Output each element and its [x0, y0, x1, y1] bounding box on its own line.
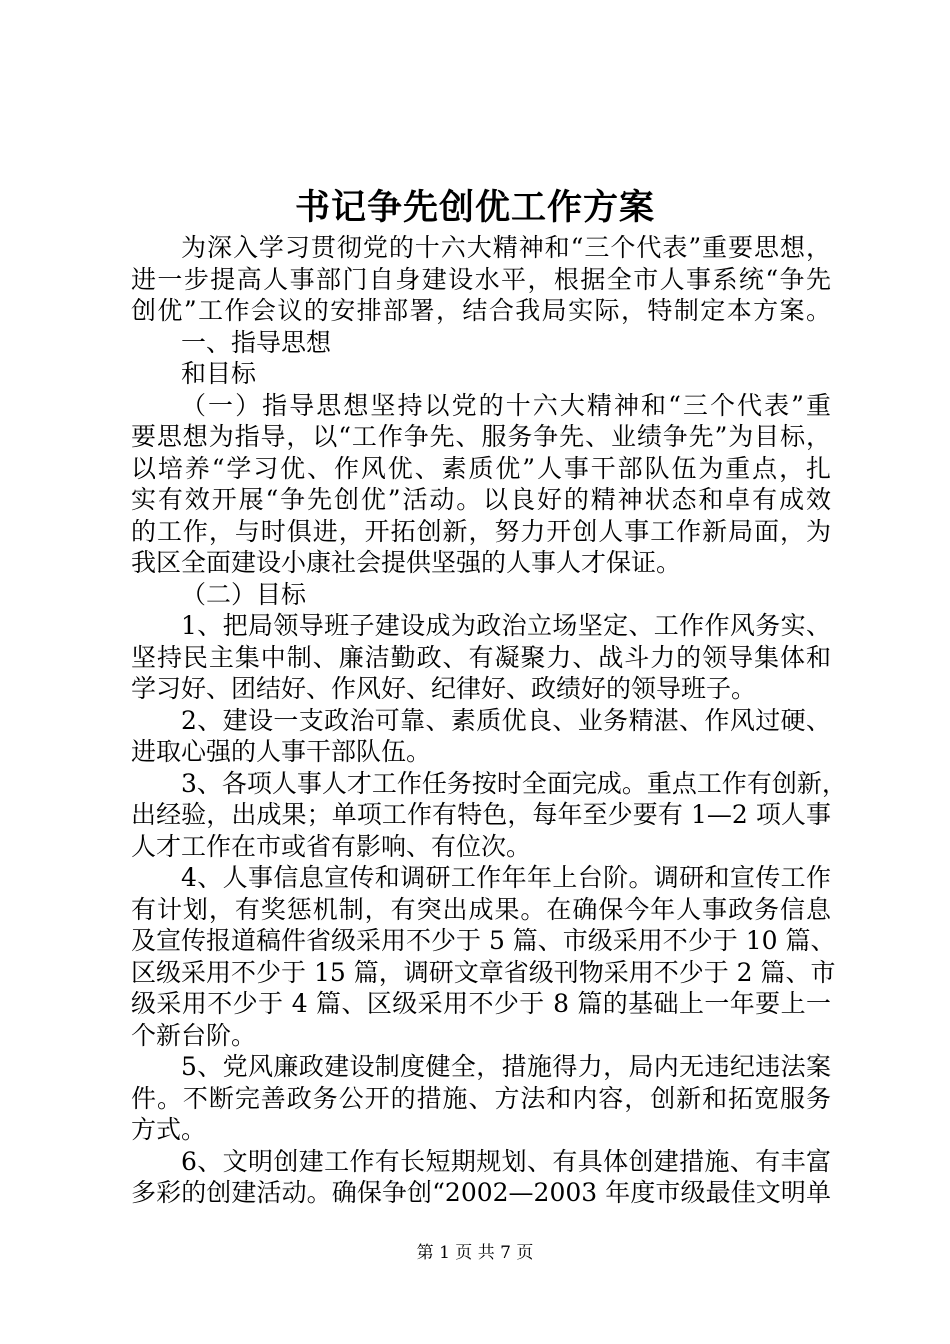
- text-line: 实有效开展“争先创优”活动。以良好的精神状态和卓有成效: [131, 485, 831, 514]
- text-line: 及宣传报道稿件省级采用不少于 5 篇、市级采用不少于 10 篇、: [131, 926, 836, 955]
- text-line: 进取心强的人事干部队伍。: [131, 737, 432, 766]
- text-line: 坚持民主集中制、廉洁勤政、有凝聚力、战斗力的领导集体和: [131, 642, 831, 672]
- text-line: 3、各项人事人才工作任务按时全面完成。重点工作有创新，: [181, 768, 847, 798]
- page-number-footer: 第 1 页 共 7 页: [416, 1243, 534, 1263]
- text-line: （一）指导思想坚持以党的十六大精神和“三个代表”重: [181, 390, 831, 420]
- text-line: 个新台阶。: [131, 1020, 257, 1050]
- text-line: 4、人事信息宣传和调研工作年年上台阶。调研和宣传工作: [181, 863, 831, 892]
- text-line: 有计划，有奖惩机制，有突出成果。在确保今年人事政务信息: [131, 894, 831, 924]
- text-line: 学习好、团结好、作风好、纪律好、政绩好的领导班子。: [131, 674, 757, 703]
- text-line: 要思想为指导，以“工作争先、服务争先、业绩争先”为目标，: [131, 422, 831, 451]
- text-line: 为深入学习贯彻党的十六大精神和“三个代表”重要思想，: [181, 233, 831, 262]
- section-heading: 一、指导思想: [181, 327, 332, 357]
- text-line: 方式。: [131, 1115, 207, 1144]
- text-line: 区级采用不少于 15 篇，调研文章省级刊物采用不少于 2 篇、市: [131, 957, 836, 987]
- text-line: 创优”工作会议的安排部署，结合我局实际，特制定本方案。: [131, 296, 831, 325]
- text-line: 2、建设一支政治可靠、素质优良、业务精湛、作风过硬、: [181, 705, 831, 735]
- text-line: 1、把局领导班子建设成为政治立场坚定、工作作风务实、: [181, 611, 831, 640]
- text-line: 进一步提高人事部门自身建设水平，根据全市人事系统“争先: [131, 264, 831, 294]
- text-line: 人才工作在市或省有影响、有位次。: [131, 831, 532, 861]
- document-title: 书记争先创优工作方案: [294, 187, 655, 228]
- text-line: 出经验，出成果；单项工作有特色，每年至少要有 1—2 项人事: [131, 800, 831, 829]
- text-line: 5、党风廉政建设制度健全，措施得力，局内无违纪违法案: [181, 1052, 831, 1081]
- text-line: 以培养“学习优、作风优、素质优”人事干部队伍为重点，扎: [131, 453, 831, 483]
- text-line: 我区全面建设小康社会提供坚强的人事人才保证。: [131, 548, 682, 577]
- text-line: 级采用不少于 4 篇、区级采用不少于 8 篇的基础上一年要上一: [131, 989, 831, 1018]
- document-body: [131, 232, 847, 1209]
- section-heading: 和目标: [181, 359, 257, 388]
- section-heading: （二）目标: [181, 579, 307, 609]
- text-line: 的工作，与时俱进，开拓创新，努力开创人事工作新局面，为: [131, 516, 831, 546]
- text-line: 6、文明创建工作有长短期规划、有具体创建措施、有丰富: [181, 1146, 831, 1176]
- text-line: 多彩的创建活动。确保争创“2002—2003 年度市级最佳文明单: [131, 1178, 831, 1207]
- text-line: 件。不断完善政务公开的措施、方法和内容，创新和拓宽服务: [131, 1083, 831, 1113]
